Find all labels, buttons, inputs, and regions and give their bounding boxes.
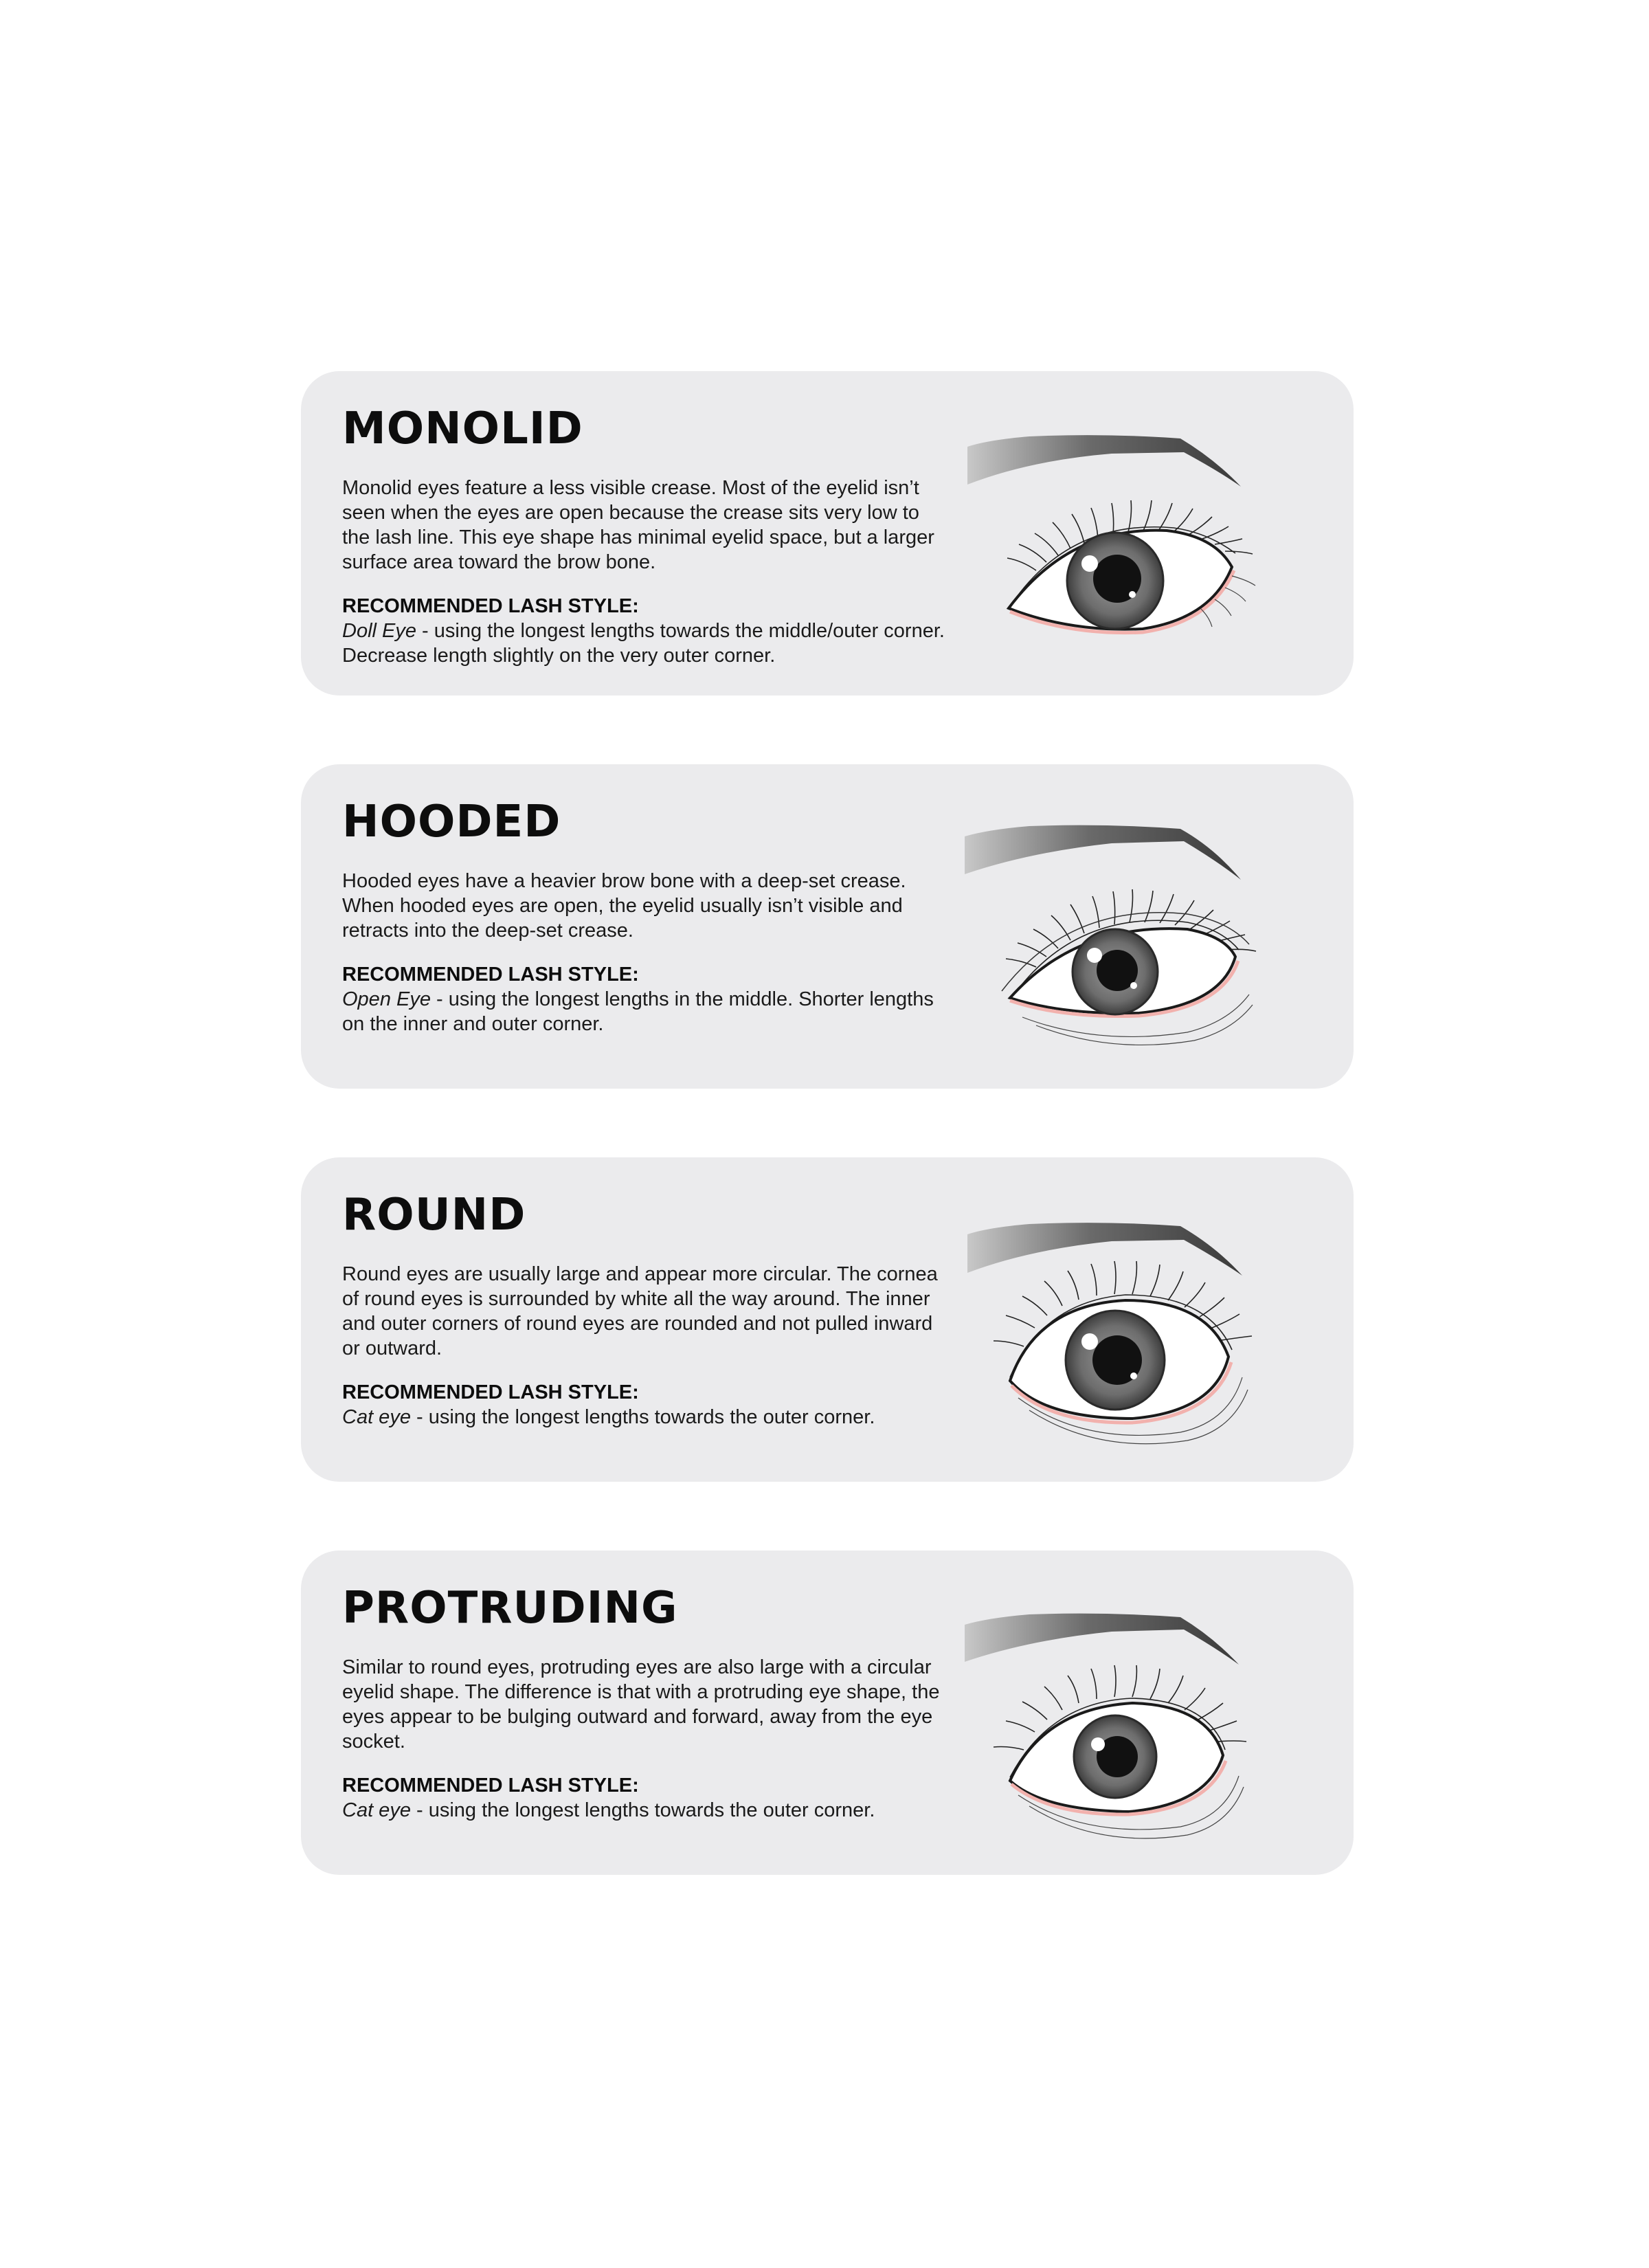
- eye-shape-card-round: [301, 1157, 1354, 1482]
- recommended-lash-style: [342, 619, 947, 668]
- lash-style-name: Doll Eye: [342, 620, 416, 642]
- card-text: [342, 1190, 947, 1430]
- card-description: Round eyes are usually large and appear more circular. The cornea of round eyes is surrounded by white all the way around. The inner and outer corners of round eyes are rounded and not pulled inward or outward.: [342, 1263, 938, 1359]
- lash-style-name: Open Eye: [342, 988, 431, 1010]
- monolid-eye-icon: [961, 405, 1318, 667]
- recommended-lash-style-label: RECOMMENDED LASH STYLE:: [342, 964, 639, 986]
- recommended-lash-style-label: RECOMMENDED LASH STYLE:: [342, 1381, 639, 1403]
- recommended-lash-style: [342, 987, 947, 1036]
- protruding-eye-icon: [961, 1585, 1318, 1846]
- recommended-lash-style: [342, 1405, 947, 1430]
- eye-shape-card-monolid: [301, 371, 1354, 696]
- hooded-eye-icon: [961, 799, 1318, 1060]
- recommended-lash-style-label: RECOMMENDED LASH STYLE:: [342, 1775, 639, 1797]
- card-description: Monolid eyes feature a less visible crease. Most of the eyelid isn’t seen when the eyes are open because the crease sits very low to the lash line. This eye shape has minimal eyelid space, but a larger surface area toward the brow bone.: [342, 477, 934, 573]
- eye-highlight: [1081, 555, 1098, 572]
- lash-style-description: - using the longest lengths in the middle. Shorter lengths on the inner and outer corner.: [342, 988, 934, 1035]
- card-text: [342, 403, 947, 668]
- card-title: ROUND: [342, 1190, 526, 1241]
- eye-highlight-small: [1129, 591, 1136, 598]
- card-text: [342, 1583, 947, 1823]
- eye-highlight-small: [1130, 1372, 1137, 1379]
- eye-shape-card-hooded: [301, 764, 1354, 1089]
- lash-style-name: Cat eye: [342, 1406, 411, 1428]
- recommended-lash-style-label: RECOMMENDED LASH STYLE:: [342, 595, 639, 617]
- card-description: Similar to round eyes, protruding eyes are also large with a circular eyelid shape. The difference is that with a protruding eye shape, the eyes appear to be bulging outward and forward, away from the eye socket.: [342, 1656, 940, 1753]
- lash-style-description: - using the longest lengths towards the middle/outer corner. Decrease length slightly on the very outer corner.: [342, 620, 945, 667]
- eye-highlight: [1087, 948, 1102, 963]
- card-text: [342, 797, 947, 1036]
- lash-style-name: Cat eye: [342, 1799, 411, 1821]
- eyebrow: [965, 1614, 1239, 1665]
- eyebrow: [965, 825, 1241, 880]
- lash-style-description: - using the longest lengths towards the outer corner.: [410, 1406, 875, 1428]
- card-title: MONOLID: [342, 403, 583, 454]
- round-eye-icon: [961, 1192, 1318, 1453]
- eyebrow: [967, 435, 1241, 487]
- card-title: HOODED: [342, 797, 561, 847]
- eye-shape-card-protruding: [301, 1550, 1354, 1875]
- eye-highlight-small: [1130, 982, 1137, 989]
- card-title: PROTRUDING: [342, 1583, 678, 1634]
- eye-highlight: [1081, 1333, 1098, 1350]
- eyebrow: [967, 1223, 1242, 1276]
- recommended-lash-style: [342, 1798, 947, 1823]
- card-description: Hooded eyes have a heavier brow bone with a deep-set crease. When hooded eyes are open, the eyelid usually isn’t visible and retracts into the deep-set crease.: [342, 870, 906, 942]
- lash-style-description: - using the longest lengths towards the outer corner.: [410, 1799, 875, 1821]
- eye-highlight: [1091, 1737, 1105, 1751]
